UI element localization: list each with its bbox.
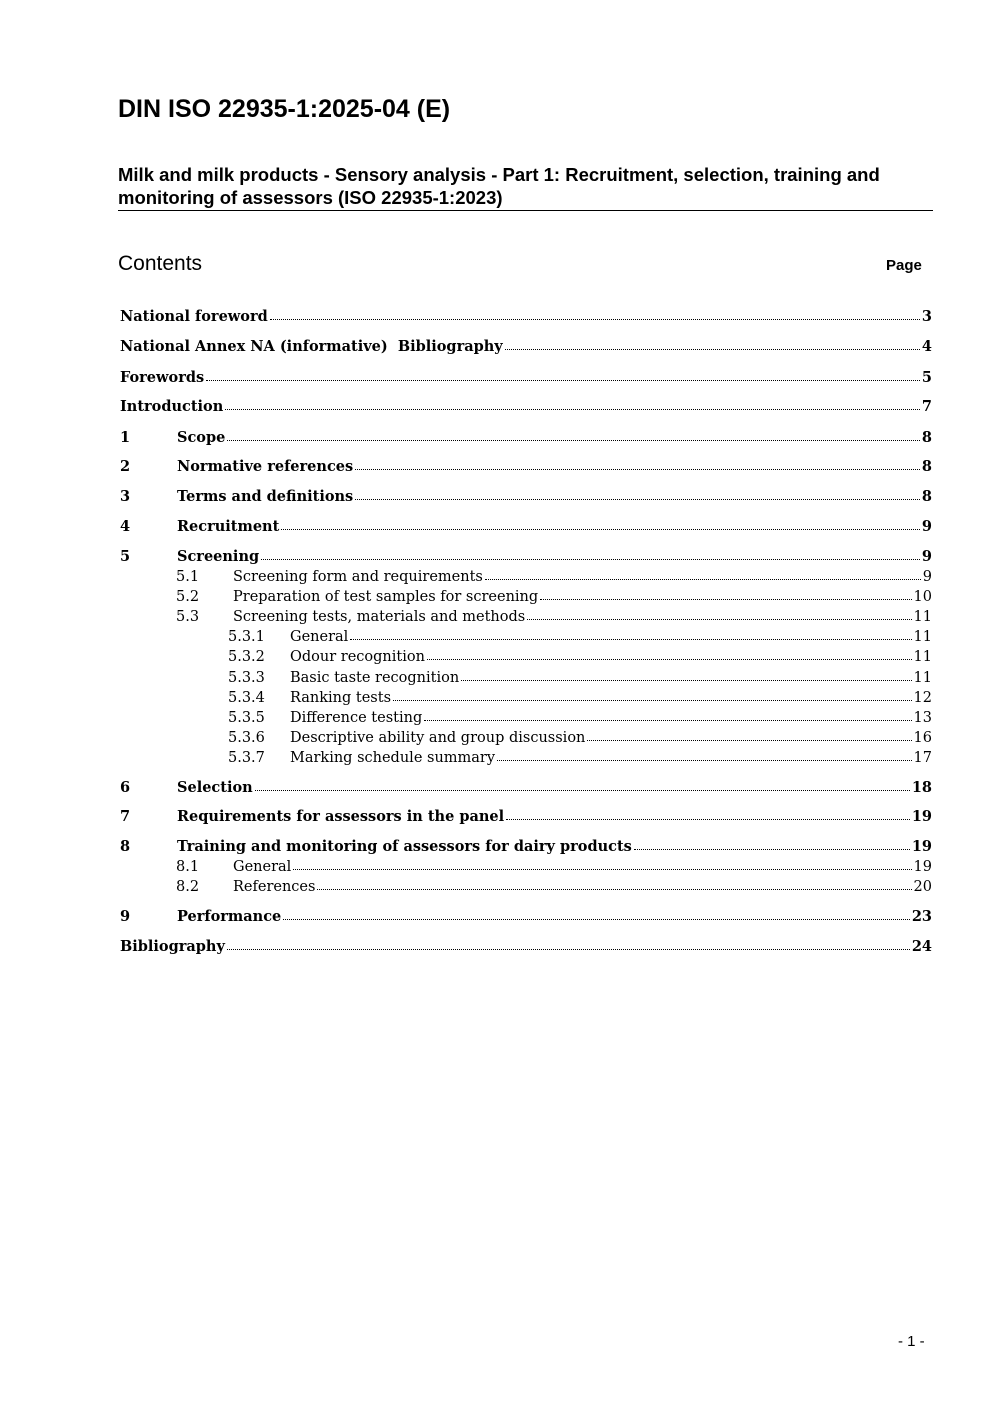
toc-entry-requirements-for-assessors[interactable] [120, 807, 932, 827]
toc-entry-page: 10 [913, 589, 932, 605]
toc-entry-number: 5.3 [176, 609, 200, 625]
toc-entry-references-8-2[interactable] [176, 877, 932, 897]
toc-leader-dots [225, 409, 920, 410]
toc-entry-page: 20 [913, 879, 932, 895]
toc-entry-marking-schedule-summary[interactable] [228, 748, 932, 768]
toc-entry-ranking-tests[interactable] [228, 688, 932, 708]
toc-entry-page: 4 [921, 338, 932, 355]
toc-entry-number: 3 [120, 488, 131, 505]
toc-entry-number: 8.1 [176, 859, 200, 875]
toc-leader-dots [505, 349, 920, 350]
toc-entry-title: References [233, 879, 316, 895]
toc-entry-page: 19 [913, 859, 932, 875]
toc-leader-dots [506, 819, 910, 820]
toc-leader-dots [283, 919, 910, 920]
toc-entry-title: Preparation of test samples for screening [233, 589, 539, 605]
toc-entry-title: Recruitment [177, 518, 280, 535]
toc-leader-dots [424, 720, 911, 721]
toc-entry-difference-testing[interactable] [228, 708, 932, 728]
toc-entry-number: 5.3.7 [228, 750, 265, 766]
toc-leader-dots [317, 889, 911, 890]
toc-entry-title: Forewords [120, 369, 205, 386]
toc-entry-number: 1 [120, 429, 131, 446]
toc-leader-dots [461, 680, 911, 681]
toc-entry-forewords[interactable] [120, 368, 932, 388]
toc-entry-number: 5.3.1 [228, 629, 265, 645]
toc-entry-number: 2 [120, 458, 131, 475]
toc-leader-dots [485, 579, 921, 580]
toc-entry-page: 3 [921, 308, 932, 325]
toc-leader-dots [227, 949, 910, 950]
toc-entry-number: 8 [120, 838, 131, 855]
toc-entry-page: 8 [921, 488, 932, 505]
toc-entry-title: Basic taste recognition [290, 670, 460, 686]
toc-entry-page: 11 [913, 649, 932, 665]
toc-leader-dots [527, 619, 911, 620]
toc-entry-basic-taste-recognition[interactable] [228, 668, 932, 688]
toc-entry-page: 8 [921, 429, 932, 446]
toc-entry-page: 19 [911, 838, 932, 855]
toc-leader-dots [255, 790, 910, 791]
toc-entry-title: Screening tests, materials and methods [233, 609, 526, 625]
toc-entry-page: 11 [913, 629, 932, 645]
toc-entry-introduction[interactable] [120, 397, 932, 417]
toc-entry-national-annex[interactable] [120, 337, 932, 357]
toc-entry-title: General [233, 859, 292, 875]
toc-leader-dots [427, 659, 912, 660]
toc-entry-number: 6 [120, 779, 131, 796]
toc-entry-title: Requirements for assessors in the panel [177, 808, 505, 825]
toc-entry-title: Descriptive ability and group discussion [290, 730, 586, 746]
toc-entry-page: 5 [921, 369, 932, 386]
toc-entry-title: Odour recognition [290, 649, 425, 665]
toc-entry-number: 5.3.5 [228, 710, 265, 726]
toc-leader-dots [393, 700, 912, 701]
toc-leader-dots [281, 529, 920, 530]
toc-leader-dots [634, 849, 910, 850]
toc-entry-page: 8 [921, 458, 932, 475]
toc-entry-number: 5.3.3 [228, 670, 265, 686]
toc-entry-page: 7 [921, 398, 932, 415]
toc-entry-number: 8.2 [176, 879, 200, 895]
toc-entry-title: Bibliography [120, 938, 225, 955]
document-title: Milk and milk products - Sensory analysis - Part 1: Recruitment, selection, training and monitoring of assessors (ISO 22935-1:2023) [118, 163, 933, 211]
toc-entry-general-5-3-1[interactable] [228, 627, 932, 647]
toc-entry-page: 11 [913, 609, 932, 625]
toc-entry-screening[interactable] [120, 547, 932, 567]
toc-entry-page: 18 [911, 779, 932, 796]
document-id: DIN ISO 22935-1:2025-04 (E) [118, 95, 451, 123]
toc-entry-title: Difference testing [290, 710, 423, 726]
toc-entry-number: 5.3.6 [228, 730, 265, 746]
page-number: - 1 - [898, 1333, 925, 1350]
toc-entry-number: 9 [120, 908, 131, 925]
toc-entry-page: 9 [922, 569, 932, 585]
toc-entry-page: 23 [911, 908, 932, 925]
toc-entry-number: 5 [120, 548, 131, 565]
toc-entry-title: Screening [177, 548, 260, 565]
toc-entry-page: 16 [913, 730, 932, 746]
toc-entry-page: 13 [913, 710, 932, 726]
toc-entry-page: 17 [913, 750, 932, 766]
toc-leader-dots [497, 760, 911, 761]
toc-entry-page: 9 [921, 548, 932, 565]
toc-entry-number: 5.2 [176, 589, 200, 605]
toc-leader-dots [355, 499, 920, 500]
toc-entry-number: 5.3.4 [228, 690, 265, 706]
toc-entry-normative-references[interactable] [120, 457, 932, 477]
toc-leader-dots [293, 869, 911, 870]
toc-entry-title: Marking schedule summary [290, 750, 496, 766]
toc-entry-title: Terms and definitions [177, 488, 354, 505]
toc-entry-general-8-1[interactable] [176, 857, 932, 877]
toc-entry-title: Performance [177, 908, 282, 925]
toc-entry-national-foreword[interactable] [120, 307, 932, 327]
page-column-heading: Page [886, 257, 922, 274]
toc-entry-terms-and-definitions[interactable] [120, 487, 932, 507]
toc-entry-screening-form[interactable] [176, 567, 932, 587]
toc-entry-training-and-monitoring[interactable] [120, 837, 932, 857]
toc-leader-dots [227, 440, 920, 441]
toc-entry-title: Ranking tests [290, 690, 392, 706]
toc-entry-descriptive-ability[interactable] [228, 728, 932, 748]
toc-entry-number: 7 [120, 808, 131, 825]
toc-leader-dots [350, 639, 911, 640]
toc-entry-performance[interactable] [120, 907, 932, 927]
toc-entry-title: Training and monitoring of assessors for dairy products [177, 838, 632, 855]
toc-entry-title: Scope [177, 429, 226, 446]
toc-entry-bibliography[interactable] [120, 937, 932, 957]
toc-entry-title: National Annex NA (informative) Bibliography [120, 338, 503, 355]
toc-entry-title: Normative references [177, 458, 354, 475]
toc-entry-number: 4 [120, 518, 131, 535]
toc-entry-recruitment[interactable] [120, 517, 932, 537]
toc-entry-page: 19 [911, 808, 932, 825]
toc-entry-preparation-of-test-samples[interactable] [176, 587, 932, 607]
toc-entry-page: 9 [921, 518, 932, 535]
toc-leader-dots [261, 559, 920, 560]
toc-leader-dots [355, 469, 920, 470]
toc-leader-dots [587, 740, 911, 741]
toc-leader-dots [206, 380, 920, 381]
toc-entry-title: Introduction [120, 398, 224, 415]
toc-entry-scope[interactable] [120, 428, 932, 448]
contents-heading: Contents [118, 252, 203, 275]
toc-entry-page: 12 [913, 690, 932, 706]
toc-leader-dots [540, 599, 911, 600]
toc-entry-number: 5.3.2 [228, 649, 265, 665]
toc-entry-title: Screening form and requirements [233, 569, 483, 585]
toc-entry-page: 24 [911, 938, 932, 955]
toc-leader-dots [270, 319, 920, 320]
toc-entry-number: 5.1 [176, 569, 200, 585]
toc-entry-title: National foreword [120, 308, 268, 325]
toc-entry-title: Selection [177, 779, 253, 796]
toc-entry-page: 11 [913, 670, 932, 686]
toc-entry-odour-recognition[interactable] [228, 647, 932, 667]
toc-entry-title: General [290, 629, 349, 645]
toc-entry-screening-tests[interactable] [176, 607, 932, 627]
toc-entry-selection[interactable] [120, 778, 932, 798]
